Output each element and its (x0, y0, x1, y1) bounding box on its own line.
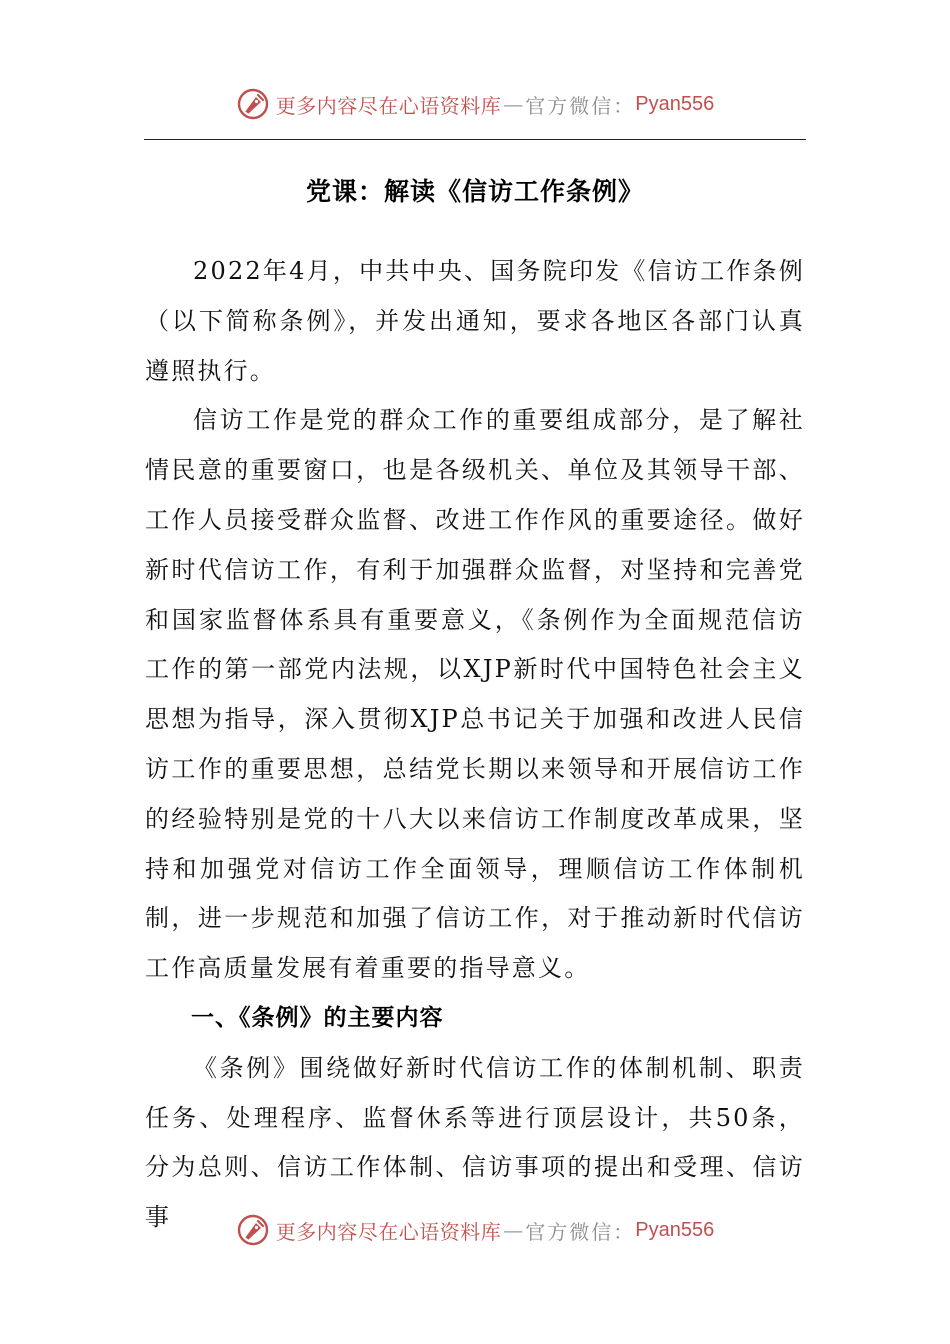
watermark-wechat-id: Pyan556 (635, 92, 715, 115)
watermark-official-label: 官方微信： (525, 1219, 636, 1244)
watermark-separator: — (503, 1218, 524, 1242)
body-paragraph: 信访工作是党的群众工作的重要组成部分，是了解社情民意的重要窗口，也是各级机关、单位及其领导干部、工作人员接受群众监督、改进工作作风的重要途径。做好新时代信访工作，有利于加强群众监督，对坚持和完善党和国家监督体系具有重要意义，《条例作为全面规范信访工作的第一部党内法规，以XJP新时代中国特色社会主义思想为指导，深入贯彻XJP总书记关于加强和改进人民信访工作的重要思想，总结党长期以来领导和开展信访工作的经验特别是党的十八大以来信访工作制度改革成果，坚持和加强党对信访工作全面领导，理顺信访工作体制机制，进一步规范和加强了信访工作，对于推动新时代信访工作高质量发展有着重要的指导意义。 (145, 406, 805, 983)
pen-nib-logo-icon (236, 87, 270, 121)
document-title: 党课：解读《信访工作条例》 (305, 177, 644, 206)
body-paragraph: 2022年4月，中共中央、国务院印发《信访工作条例（以下简称条例》，并发出通知，要求各地区各部门认真遵照执行。 (145, 257, 805, 385)
document-body (145, 247, 805, 1243)
section-heading: 一、《条例》的主要内容 (191, 1004, 444, 1031)
section-paragraph: 《条例》围绕做好新时代信访工作的体制机制、职责任务、处理程序、监督休系等进行顶层设计，共50条，分为总则、信访工作体制、信访事项的提出和受理、信访事 (145, 1053, 805, 1232)
header-watermark (0, 84, 950, 124)
pen-nib-logo-icon (236, 1213, 270, 1247)
watermark-brand-text: 更多内容尽在心语资料库 (275, 1219, 502, 1244)
watermark-wechat-id: Pyan556 (635, 1218, 715, 1241)
watermark-brand-text: 更多内容尽在心语资料库 (275, 93, 502, 118)
header-divider (144, 139, 806, 140)
footer-watermark (0, 1210, 950, 1250)
watermark-official-label: 官方微信： (525, 93, 636, 118)
watermark-separator: — (503, 92, 524, 116)
